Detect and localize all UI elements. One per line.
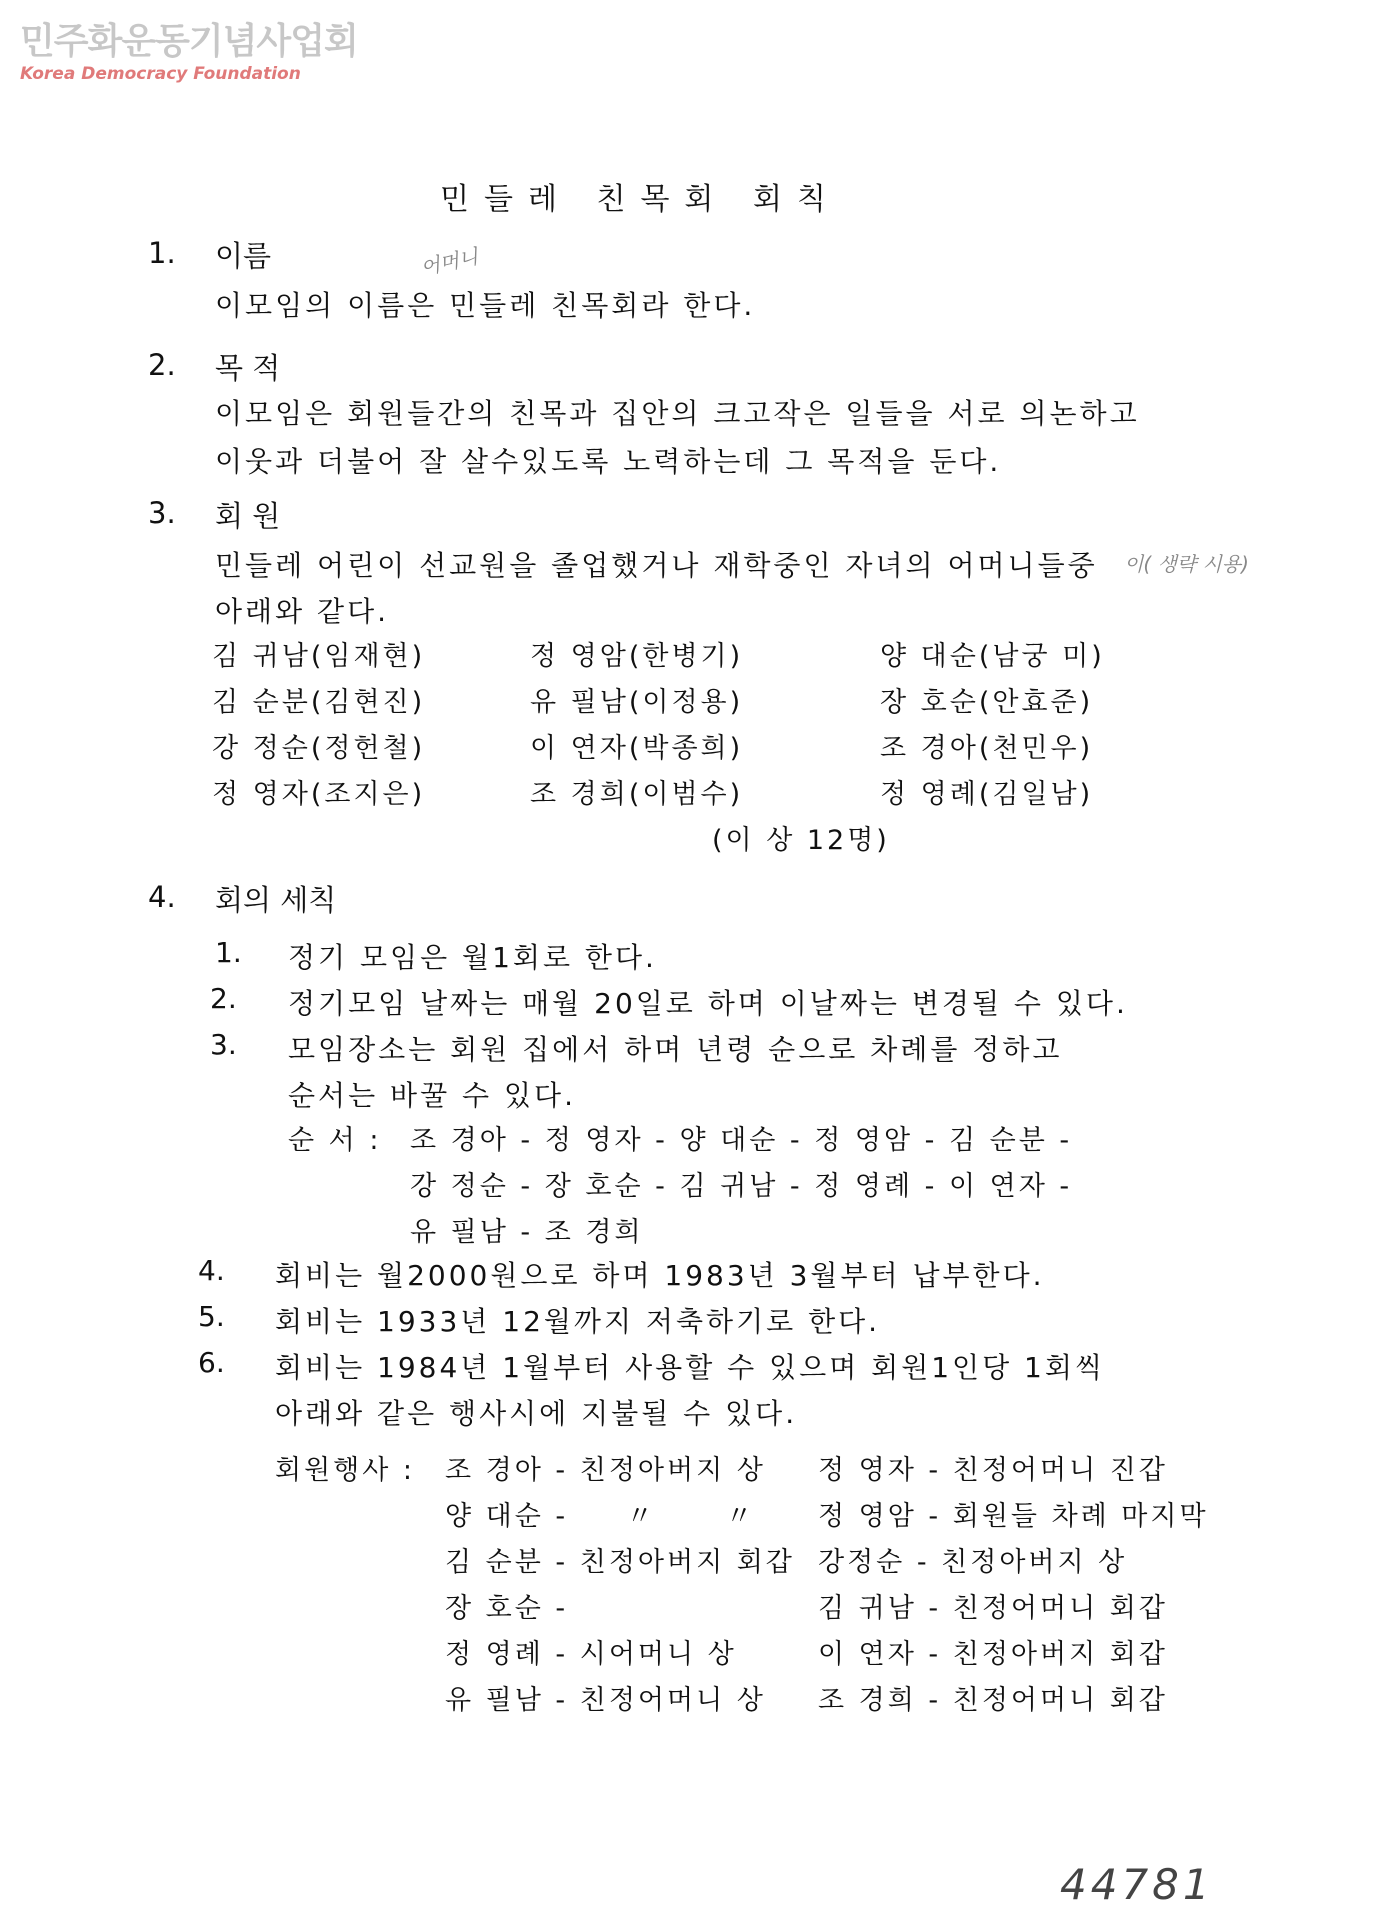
section-2-line-2: 이웃과 더불어 잘 살수있도록 노력하는데 그 목적을 둔다. [215,445,1002,478]
order-line: 조 경아 - 정 영자 - 양 대순 - 정 영암 - 김 순분 - [410,1125,1073,1156]
order-line: 강 정순 - 장 호순 - 김 귀남 - 정 영례 - 이 연자 - [410,1171,1073,1202]
order-label: 순 서 : [288,1125,382,1156]
section-1-heading: 이름 [215,239,272,273]
rule-number: 3. [210,1028,237,1061]
event-entry: 정 영암 - 회원들 차례 마지막 [818,1501,1209,1532]
events-label: 회원행사 : [275,1455,416,1486]
section-1-body: 이모임의 이름은 민들레 친목회라 한다. [215,289,756,322]
rule-number: 6. [198,1346,225,1379]
order-line: 유 필남 - 조 경희 [410,1217,644,1248]
section-1-annotation: 어머니 [418,244,481,280]
member-name: 유 필남(이정용) [530,687,744,718]
rule-number: 2. [210,982,237,1015]
rule-text-continued: 순서는 바꿀 수 있다. [288,1079,576,1112]
member-name: 장 호순(안효준) [880,687,1094,718]
document-title: 민들레 친목회 회칙 [440,182,841,217]
watermark [20,22,358,84]
section-3-margin-note: 이( 생략 시용) [1124,552,1249,576]
member-name: 김 순분(김현진) [212,687,426,718]
member-name: 조 경희(이범수) [530,779,744,810]
event-entry: 조 경희 - 친정어머니 회갑 [818,1685,1168,1716]
event-entry: 김 귀남 - 친정어머니 회갑 [818,1593,1168,1624]
rule-text: 회비는 월2000원으로 하며 1983년 3월부터 납부한다. [275,1259,1045,1292]
event-entry: 조 경아 - 친정아버지 상 [445,1455,766,1486]
rule-number: 5. [198,1300,225,1333]
section-1-number: 1. [148,236,176,270]
member-name: 정 영암(한병기) [530,641,744,672]
member-name: 양 대순(남궁 미) [880,641,1105,672]
event-entry: 이 연자 - 친정아버지 회갑 [818,1639,1168,1670]
rule-text: 정기모임 날짜는 매월 20일로 하며 이날짜는 변경될 수 있다. [288,987,1128,1020]
rule-text: 정기 모임은 월1회로 한다. [288,941,657,974]
section-3-number: 3. [148,496,176,530]
archive-number: 44781 [1060,1860,1214,1909]
section-4-number: 4. [148,880,176,914]
section-2-number: 2. [148,348,176,382]
member-name: 정 영례(김일남) [880,779,1094,810]
event-entry: 정 영자 - 친정어머니 진갑 [818,1455,1168,1486]
event-entry: 김 순분 - 친정아버지 회갑 [445,1547,795,1578]
watermark-korean: 민주화운동기념사업회 [20,21,358,62]
section-2-heading: 목 적 [215,351,281,385]
rule-number: 4. [198,1254,225,1287]
section-4-heading: 회의 세칙 [215,883,337,917]
member-total: (이 상 12명) [712,825,890,856]
section-2-line-1: 이모임은 회원들간의 친목과 집안의 크고작은 일들을 서로 의논하고 [215,397,1140,430]
event-entry: 강정순 - 친정아버지 상 [818,1547,1128,1578]
member-name: 정 영자(조지은) [212,779,426,810]
member-name: 김 귀남(임재현) [212,641,426,672]
rule-text: 회비는 1984년 1월부터 사용할 수 있으며 회원1인당 1회씩 [275,1351,1105,1384]
event-entry: 양 대순 - 〃 〃 [445,1501,756,1532]
member-name: 강 정순(정헌철) [212,733,426,764]
section-3-heading: 회 원 [215,499,281,533]
member-name: 조 경아(천민우) [880,733,1094,764]
rule-text: 회비는 1933년 12월까지 저축하기로 한다. [275,1305,881,1338]
event-entry: 정 영례 - 시어머니 상 [445,1639,737,1670]
rule-text: 모임장소는 회원 집에서 하며 년령 순으로 차례를 정하고 [288,1033,1063,1066]
event-entry: 유 필남 - 친정어머니 상 [445,1685,766,1716]
event-entry: 장 호순 - [445,1593,569,1624]
watermark-english: Korea Democracy Foundation [20,64,301,84]
section-3-line-1: 민들레 어린이 선교원을 졸업했거나 재학중인 자녀의 어머니들중 [215,549,1098,582]
rule-text-continued: 아래와 같은 행사시에 지불될 수 있다. [275,1397,798,1430]
section-3-line-2: 아래와 같다. [215,595,390,628]
member-name: 이 연자(박종희) [530,733,744,764]
rule-number: 1. [215,936,242,969]
